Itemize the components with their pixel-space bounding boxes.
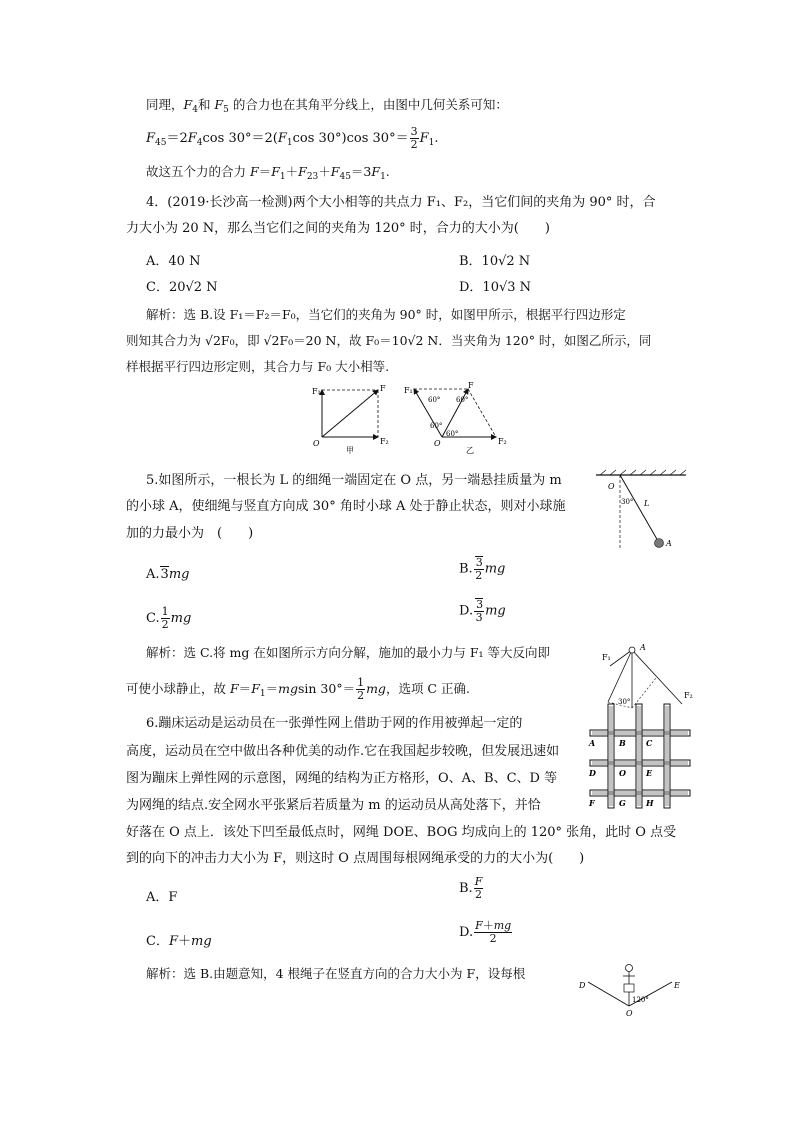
- net-d: D: [589, 768, 596, 778]
- q6-solution-figure: [576, 962, 686, 1022]
- q6-solution-line-1: 解析：选 B.由题意知，4 根绳子在竖直方向的合力大小为 F，设每根: [146, 966, 526, 981]
- q4-option-c[interactable]: C．20√2 N: [146, 280, 218, 295]
- q5-option-a[interactable]: A.3mg: [146, 567, 190, 582]
- q6-stem-line-2: 高度，运动员在空中做出各种优美的动作.它在我国起步较晚，但发展迅速如: [126, 744, 560, 759]
- q6-stem-line-5: 好落在 O 点上．该处下凹至最低点时，网绳 DOE、BOG 均成向上的 120° 张角，此时 O 点受: [126, 825, 677, 840]
- yi-angle-3: 60°: [430, 422, 443, 430]
- net-o: O: [619, 768, 626, 778]
- q6-stem-line-6: 到的向下的冲击力大小为 F，则这时 O 点周围每根网绳承受的力的大小为( ): [126, 851, 585, 866]
- q4-stem-line-1: 4．(2019·长沙高一检测)两个大小相等的共点力 F₁、F₂，当它们间的夹角为 90° 时，合: [146, 195, 656, 210]
- jia-o-label: O: [313, 439, 320, 448]
- q6s-angle-label: 120°: [632, 996, 649, 1004]
- q4-solution-line-3: 样根据平行四边形定则，其合力与 F₀ 大小相等.: [126, 359, 390, 374]
- q6-option-b[interactable]: B. $\frac{F}{2}$: [459, 875, 483, 901]
- prev-line-1: 同理，$F_4$和 $F_5$ 的合力也在其角平分线上，由图中几何关系可知：: [146, 97, 508, 115]
- jia-f-arrow: [322, 390, 378, 437]
- q5-option-d[interactable]: D. $\frac{3}{3}$ mg: [459, 598, 506, 624]
- yi-angle-1: 60°: [428, 396, 441, 404]
- q5-figure: [592, 470, 692, 550]
- jia-caption: 甲: [346, 446, 354, 455]
- q4-stem-line-2: 力大小为 20 N，那么当它们之间的夹角为 120° 时，合力的大小为( ): [126, 221, 550, 236]
- ball-a: [655, 539, 664, 548]
- q6-option-d[interactable]: D. $\frac{F+mg}{2}$: [459, 919, 512, 945]
- q6-stem-line-4: 为网绳的结点.安全网水平张紧后若质量为 m 的运动员从高处落下，并恰: [126, 798, 541, 813]
- q5-solution-line-1: 解析：选 C.将 mg 在如图所示方向分解，施加的最小力与 F₁ 等大反向即: [146, 645, 550, 660]
- yi-caption: 乙: [466, 446, 474, 455]
- q5-l-label: L: [644, 499, 650, 508]
- jia-f-label: F: [380, 384, 386, 393]
- net-f: F: [589, 798, 595, 808]
- net-e: E: [646, 768, 653, 778]
- q6-option-c[interactable]: C．F＋mg: [146, 934, 212, 949]
- q5-solution-line-2: 可使小球静止，故 $F=F_1=mgsin$ 30°＝ $\frac{1}{2}$ mg，选项 C 正确.: [126, 676, 470, 702]
- net-a: A: [589, 738, 596, 748]
- q6-stem-line-1: 6.蹦床运动是运动员在一张弹性网上借助于网的作用被弹起一定的: [146, 716, 523, 731]
- q6-stem-line-3: 图为蹦床上弹性网的示意图，网绳的结构为正方格形，O、A、B、C、D 等: [126, 771, 558, 786]
- q6s-o-label: O: [626, 1009, 633, 1018]
- q4-option-b[interactable]: B．10√2 N: [459, 254, 531, 269]
- q5-o-label: O: [608, 482, 615, 491]
- yi-f1-label: F₁: [404, 386, 413, 395]
- q5s-f2-label: F₂: [684, 691, 693, 700]
- q6s-d-label: D: [579, 981, 586, 990]
- net-b: B: [619, 738, 626, 748]
- yi-f2-label: F₂: [498, 437, 507, 446]
- net-h: H: [646, 798, 654, 808]
- net-c: C: [646, 738, 653, 748]
- q5s-a-label: A: [640, 643, 646, 652]
- net-g: G: [619, 798, 626, 808]
- yi-f-label: F: [468, 381, 474, 390]
- q4-option-a[interactable]: A．40 N: [146, 254, 201, 269]
- prev-equation: $F_{45}=2F_4\cos$ $30^\circ=2(F_1\cos$ 30°)cos 30°＝ $\frac{3}{2}$ $F_1$.: [146, 125, 439, 151]
- q5s-angle-label: 30°: [618, 698, 631, 706]
- yi-angle-2: 60°: [456, 396, 469, 404]
- prev-line-3: 故这五个力的合力 $F=F_1+F_{23}+F_{45}=3F_1$.: [146, 164, 390, 182]
- jia-f1-label: F₁: [312, 387, 321, 396]
- q4-solution-line-2: 则知其合力为 √2F₀，即 √2F₀＝20 N，故 F₀＝10√2 N．当夹角为 120° 时，如图乙所示，同: [126, 333, 652, 348]
- q5-stem-line-1: 5.如图所示，一根长为 L 的细绳一端固定在 O 点，另一端悬挂质量为 m: [146, 473, 562, 488]
- q5s-f1-label: F₁: [602, 653, 611, 662]
- yi-angle-4: 60°: [446, 430, 459, 438]
- q6-net-figure: [588, 702, 692, 810]
- jia-f2-label: F₂: [380, 437, 389, 446]
- q6s-e-label: E: [674, 981, 680, 990]
- q4-figure: [312, 381, 546, 455]
- q5-a-label: A: [666, 539, 672, 548]
- q4-option-d[interactable]: D．10√3 N: [459, 280, 532, 295]
- q6-option-a[interactable]: A．F: [146, 890, 178, 905]
- yi-o-label: O: [434, 439, 441, 448]
- q5-option-b[interactable]: B. $\frac{3}{2}$ mg: [459, 556, 506, 582]
- q4-solution-line-1: 解析：选 B.设 F₁＝F₂＝F₀，当它们的夹角为 90° 时，如图甲所示，根据平行四边形定: [146, 307, 626, 322]
- q5-angle-label: 30°: [621, 498, 634, 506]
- q5-stem-line-3: 加的力最小为 ( ): [126, 526, 254, 541]
- q5-option-c[interactable]: C. $\frac{1}{2}$ mg: [146, 605, 192, 631]
- q5-stem-line-2: 的小球 A，使细绳与竖直方向成 30° 角时小球 A 处于静止状态，则对小球施: [126, 499, 566, 514]
